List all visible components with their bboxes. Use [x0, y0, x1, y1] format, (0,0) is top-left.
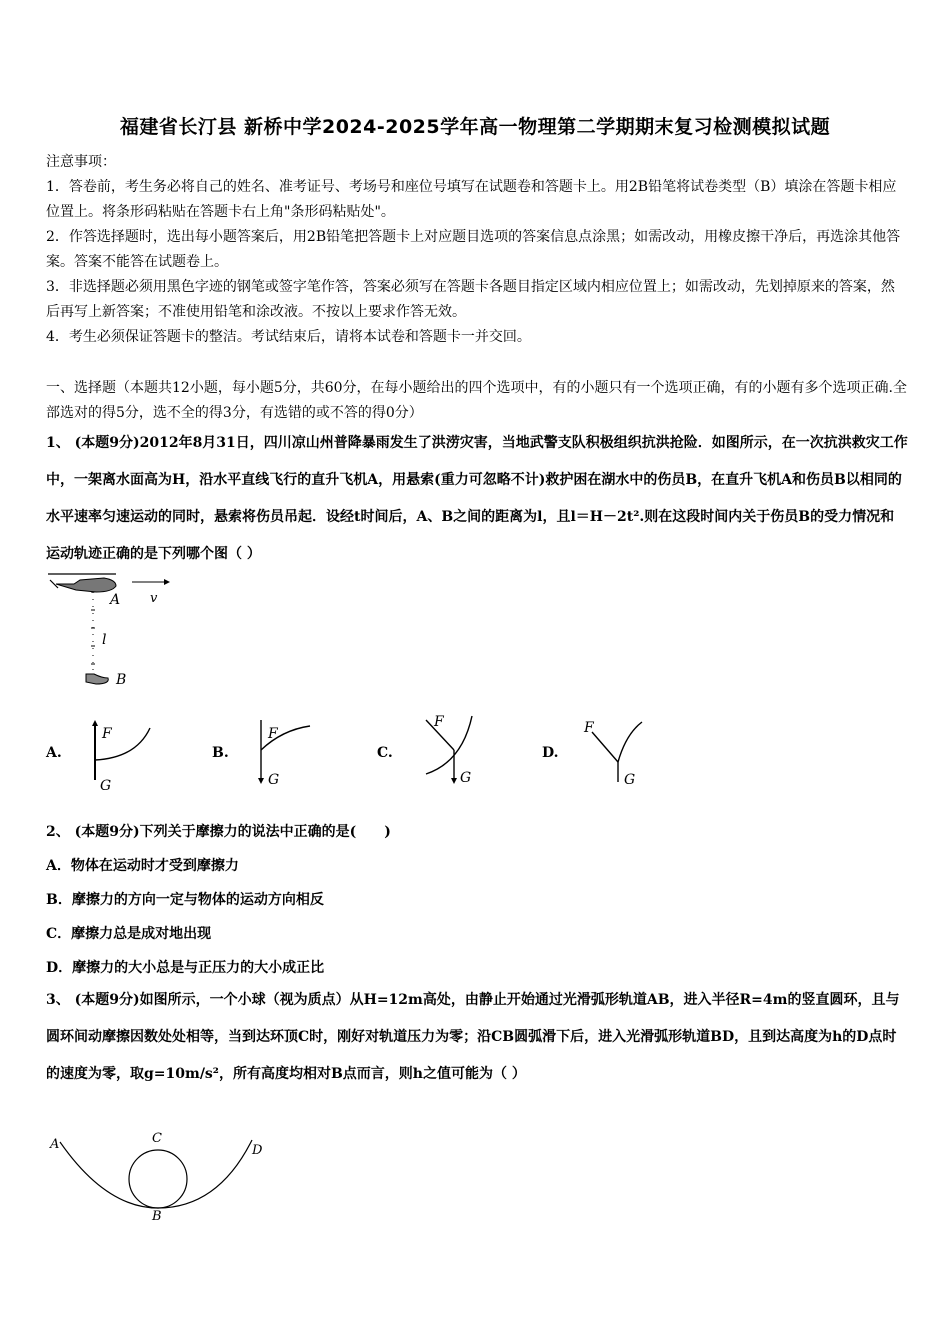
option-d-diagram: [580, 712, 660, 788]
page-title: 福建省长汀县 新桥中学2024-2025学年高一物理第二学期期末复习检测模拟试题: [119, 116, 831, 138]
notes-item: 3．非选择题必须用黑色字迹的钢笔或签字笔作答，答案必须写在答题卡各题目指定区域内相应位置上；如需改动，先划掉原来的答案，然后再写上新答案；不准使用铅笔和涂改液。不按以上要求作答无效。: [46, 279, 895, 320]
section-text: 一、选择题（本题共12小题，每小题5分，共60分，在每小题给出的四个选项中，有的小题只有一个选项正确，有的小题有多个选项正确.全部选对的得5分，选不全的得3分，有选错的或不答的得0分）: [46, 380, 907, 421]
notes-item: 4．考生必须保证答题卡的整洁。考试结束后，请将本试卷和答题卡一并交回。: [46, 329, 531, 345]
length-label: l: [102, 632, 107, 648]
question-2-option[interactable]: A．物体在运动时才受到摩擦力: [46, 858, 239, 874]
track-point-b: B: [152, 1209, 162, 1222]
force-f-label: F: [102, 726, 112, 742]
question-3: [46, 982, 908, 1093]
question-2-option[interactable]: D．摩擦力的大小总是与正压力的大小成正比: [46, 960, 325, 976]
question-2-option[interactable]: B．摩擦力的方向一定与物体的运动方向相反: [46, 892, 324, 908]
section-heading: [46, 376, 908, 426]
question-1-text: 1、 (本题9分)2012年8月31日，四川凉山州普降暴雨发生了洪涝灾害，当地武警支队积极组织抗洪抢险．如图所示，在一次抗洪救灾工作中，一架离水面高为H，沿水平直线飞行的直升飞机A，用悬索(重力可忽略不计)救护困在湖水中的伤员B，在直升飞机A和伤员B以相同的水平速率匀速运动的同时，悬索将伤员吊起．设经t时间后，A、B之间的距离为l，且l＝H－2t².则在这段时间内关于伤员B的受力情况和运动轨迹正确的是下列哪个图（ ）: [46, 435, 908, 562]
option-b-diagram: [252, 718, 332, 794]
notes-block: [46, 150, 908, 350]
option-d-label[interactable]: D.: [542, 745, 559, 761]
option-c-label[interactable]: C.: [377, 745, 393, 761]
helicopter-figure: [46, 570, 176, 694]
option-c-diagram: [414, 712, 494, 788]
velocity-label: v: [150, 591, 158, 606]
notes-heading: 注意事项：: [46, 154, 116, 170]
track-point-c: C: [152, 1131, 162, 1146]
force-f-label: F: [434, 714, 444, 730]
force-g-label: G: [268, 772, 280, 788]
question-2-stem: 2、 (本题9分)下列关于摩擦力的说法中正确的是( ): [46, 824, 391, 840]
question-2: [46, 815, 908, 985]
notes-item: 2．作答选择题时，选出每小题答案后，用2B铅笔把答题卡上对应题目选项的答案信息点涂黑；如需改动，用橡皮擦干净后，再选涂其他答案。答案不能答在试题卷上。: [46, 229, 901, 270]
option-a-label[interactable]: A.: [46, 745, 62, 761]
track-point-d: D: [252, 1143, 263, 1158]
force-g-label: G: [460, 770, 472, 786]
force-g-label: G: [100, 778, 112, 794]
force-f-label: F: [268, 726, 278, 742]
option-a-diagram: [86, 718, 166, 794]
point-a-label: A: [110, 592, 121, 608]
question-2-option[interactable]: C．摩擦力总是成对地出现: [46, 926, 212, 942]
track-point-a: A: [50, 1137, 60, 1152]
force-f-label: F: [584, 720, 594, 736]
force-g-label: G: [624, 772, 636, 788]
point-b-label: B: [116, 672, 127, 688]
option-b-label[interactable]: B.: [212, 745, 229, 761]
track-figure: [46, 1128, 268, 1222]
question-3-text: 3、 (本题9分)如图所示，一个小球（视为质点）从H=12m高处，由静止开始通过光滑弧形轨道AB，进入半径R=4m的竖直圆环，且与圆环间动摩擦因数处处相等，当到达环顶C时，刚好对轨道压力为零；沿CB圆弧滑下后，进入光滑弧形轨道BD，且到达高度为h的D点时的速度为零，取g=10m/s²，所有高度均相对B点而言，则h之值可能为（ ）: [46, 992, 900, 1082]
notes-item: 1．答卷前，考生务必将自己的姓名、准考证号、考场号和座位号填写在试题卷和答题卡上。用2B铅笔将试卷类型（B）填涂在答题卡相应位置上。将条形码粘贴在答题卡右上角"条形码粘贴处"。: [46, 179, 897, 220]
question-1: [46, 425, 908, 573]
